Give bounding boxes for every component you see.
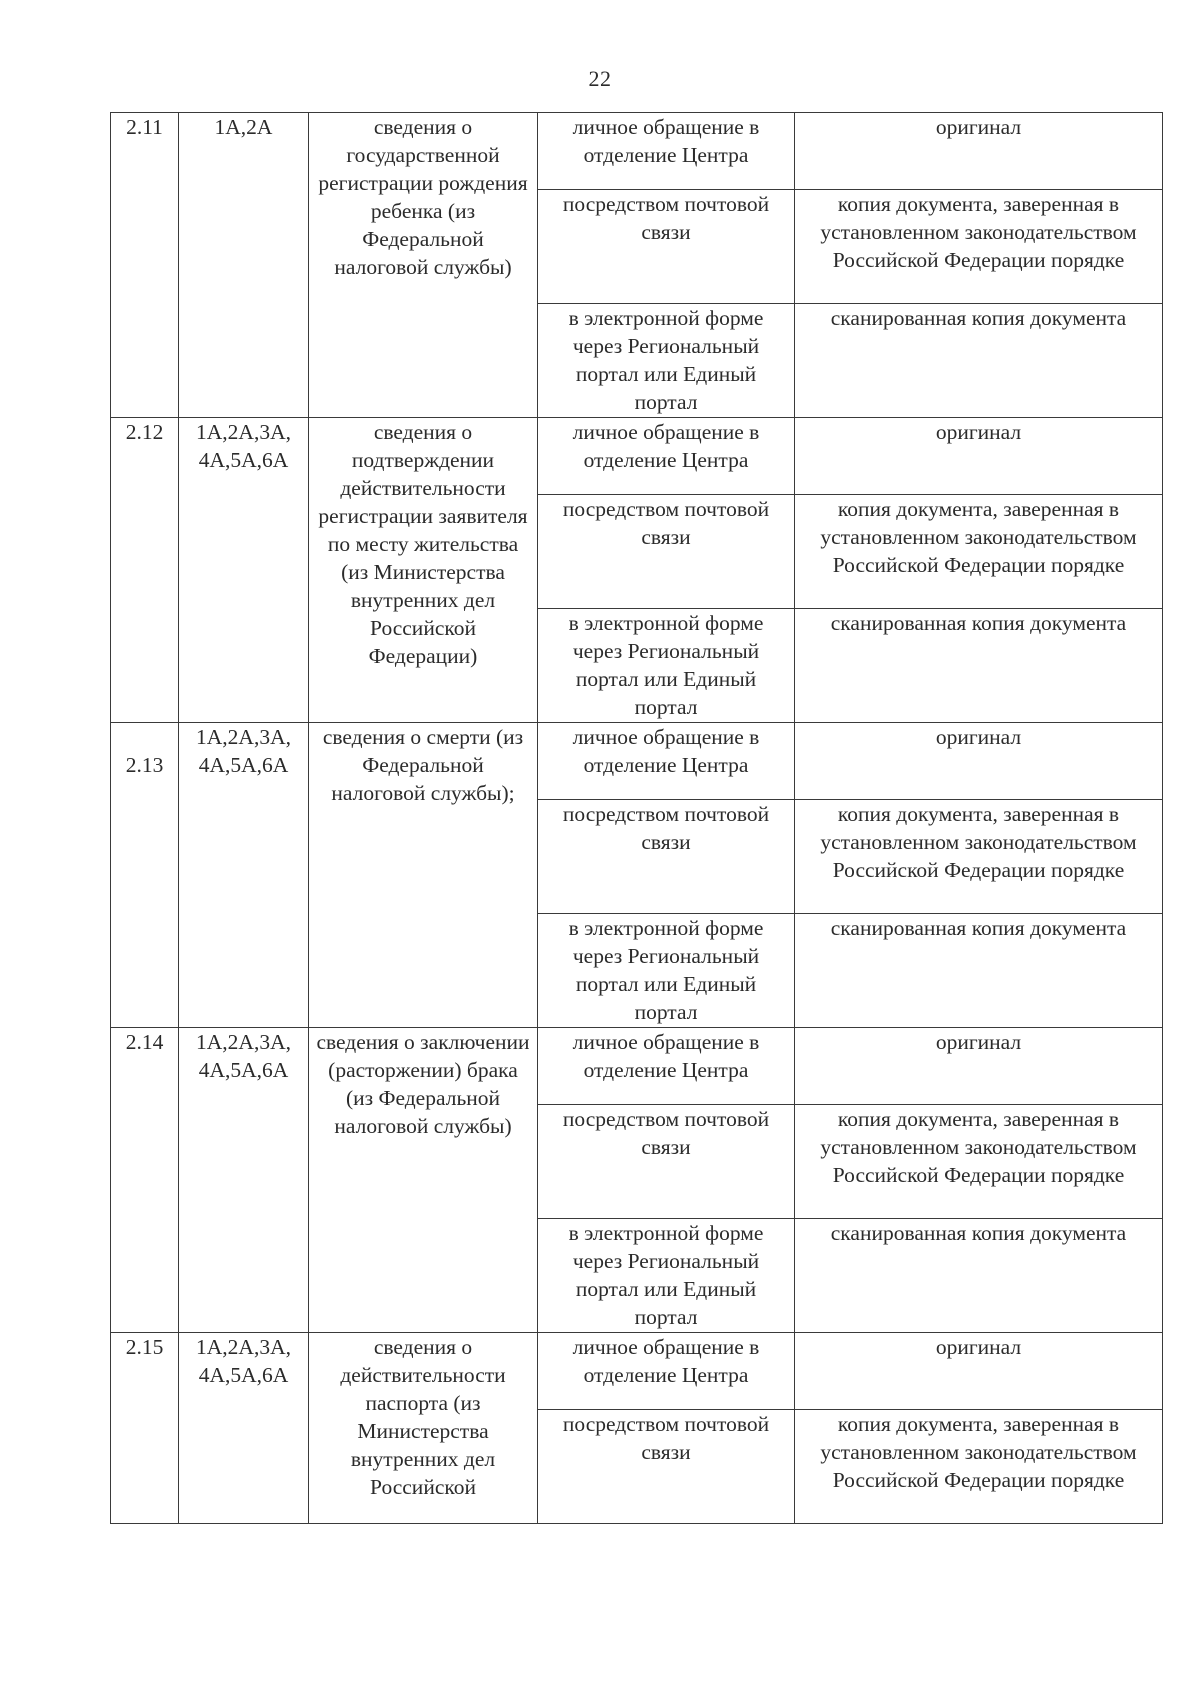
document-info-cell: сведения о действительности паспорта (из Министерства внутренних дел Российской <box>309 1333 538 1524</box>
table-row <box>111 418 1163 495</box>
document-info-cell: сведения о заключении (расторжении) брака (из Федеральной налоговой службы) <box>309 1028 538 1333</box>
applicant-groups-cell: 1А,2А <box>179 113 309 418</box>
submission-method-cell: личное обращение в отделение Центра <box>538 723 795 800</box>
table-row <box>111 723 1163 800</box>
submission-method-cell: посредством почтовой связи <box>538 495 795 609</box>
row-number-cell: 2.13 <box>111 723 179 1028</box>
document-form-cell: копия документа, заверенная в установленном законодательством Российской Федерации порядке <box>795 800 1163 914</box>
submission-method-cell: в электронной форме через Региональный портал или Единый портал <box>538 304 795 418</box>
document-form-cell: оригинал <box>795 723 1163 800</box>
document-form-cell: оригинал <box>795 1333 1163 1410</box>
document-info-cell: сведения о государственной регистрации рождения ребенка (из Федеральной налоговой службы) <box>309 113 538 418</box>
submission-method-cell: посредством почтовой связи <box>538 800 795 914</box>
document-form-cell: копия документа, заверенная в установленном законодательством Российской Федерации порядке <box>795 1105 1163 1219</box>
documents-table <box>110 112 1163 1524</box>
table-row <box>111 1333 1163 1410</box>
submission-method-cell: посредством почтовой связи <box>538 1410 795 1524</box>
document-form-cell: копия документа, заверенная в установленном законодательством Российской Федерации порядке <box>795 1410 1163 1524</box>
document-form-cell: сканированная копия документа <box>795 914 1163 1028</box>
document-info-cell: сведения о смерти (из Федеральной налоговой службы); <box>309 723 538 1028</box>
row-number-cell: 2.14 <box>111 1028 179 1333</box>
row-number-cell: 2.12 <box>111 418 179 723</box>
applicant-groups-cell: 1А,2А,3А, 4А,5А,6А <box>179 723 309 1028</box>
applicant-groups-cell: 1А,2А,3А, 4А,5А,6А <box>179 1028 309 1333</box>
submission-method-cell: в электронной форме через Региональный портал или Единый портал <box>538 914 795 1028</box>
document-form-cell: оригинал <box>795 1028 1163 1105</box>
document-form-cell: оригинал <box>795 113 1163 190</box>
row-number-cell: 2.11 <box>111 113 179 418</box>
submission-method-cell: личное обращение в отделение Центра <box>538 418 795 495</box>
submission-method-cell: посредством почтовой связи <box>538 190 795 304</box>
applicant-groups-cell: 1А,2А,3А, 4А,5А,6А <box>179 1333 309 1524</box>
submission-method-cell: в электронной форме через Региональный портал или Единый портал <box>538 1219 795 1333</box>
document-form-cell: сканированная копия документа <box>795 1219 1163 1333</box>
document-form-cell: сканированная копия документа <box>795 609 1163 723</box>
submission-method-cell: личное обращение в отделение Центра <box>538 1333 795 1410</box>
page-number: 22 <box>588 66 612 91</box>
table-row <box>111 1028 1163 1105</box>
table-row <box>111 113 1163 190</box>
document-form-cell: копия документа, заверенная в установленном законодательством Российской Федерации порядке <box>795 190 1163 304</box>
document-form-cell: копия документа, заверенная в установленном законодательством Российской Федерации порядке <box>795 495 1163 609</box>
document-info-cell: сведения о подтверждении действительности регистрации заявителя по месту жительства (из Министерства внутренних дел Российской Федерации) <box>309 418 538 723</box>
document-form-cell: оригинал <box>795 418 1163 495</box>
document-form-cell: сканированная копия документа <box>795 304 1163 418</box>
applicant-groups-cell: 1А,2А,3А, 4А,5А,6А <box>179 418 309 723</box>
submission-method-cell: личное обращение в отделение Центра <box>538 1028 795 1105</box>
submission-method-cell: личное обращение в отделение Центра <box>538 113 795 190</box>
submission-method-cell: посредством почтовой связи <box>538 1105 795 1219</box>
submission-method-cell: в электронной форме через Региональный портал или Единый портал <box>538 609 795 723</box>
row-number-cell: 2.15 <box>111 1333 179 1524</box>
